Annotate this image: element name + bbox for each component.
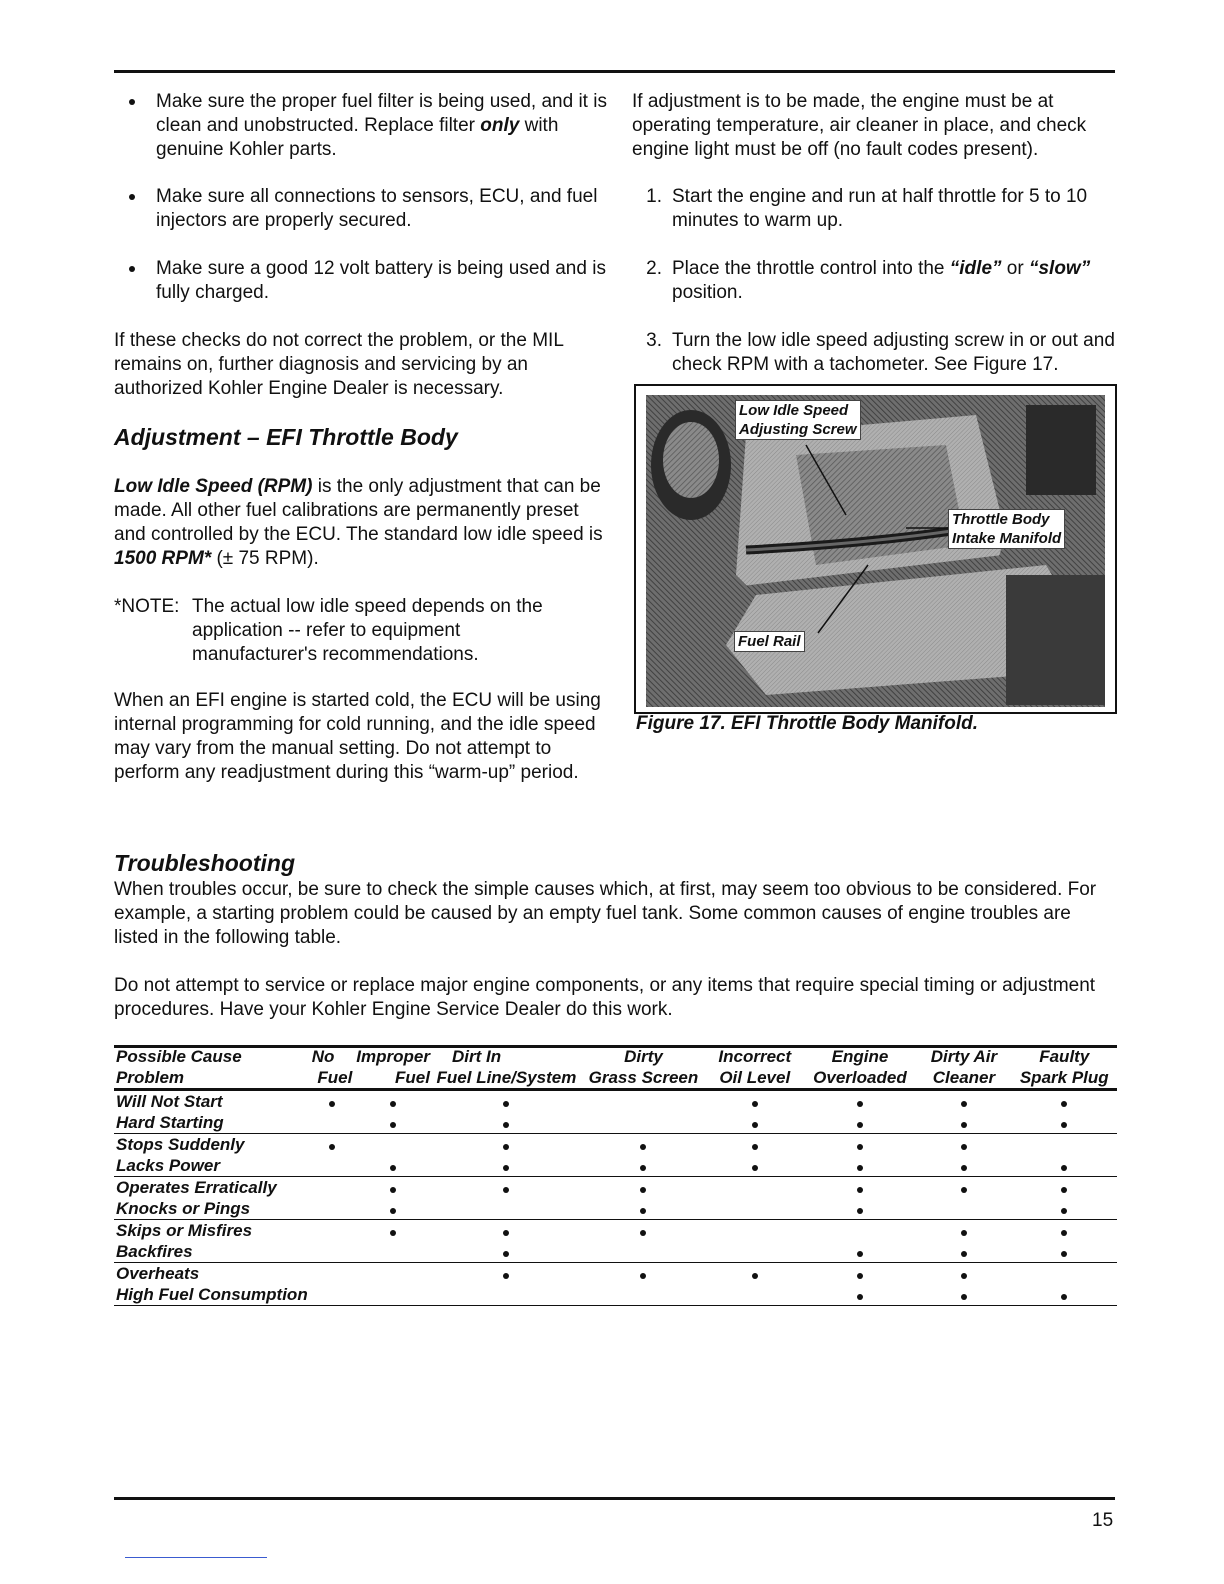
cause-cell — [354, 1263, 432, 1285]
cause-cell — [1012, 1090, 1117, 1113]
cause-dot-icon — [857, 1294, 863, 1300]
cause-cell — [916, 1177, 1011, 1199]
problem-cell: Hard Starting — [114, 1112, 310, 1134]
cause-dot-icon — [503, 1273, 509, 1279]
table-row — [114, 1155, 1117, 1177]
cause-dot-icon — [1061, 1122, 1067, 1128]
cause-dot-icon — [857, 1251, 863, 1257]
cause-cell — [354, 1134, 432, 1156]
cause-cell — [706, 1155, 804, 1177]
cause-cell — [1012, 1241, 1117, 1263]
cause-dot-icon — [390, 1187, 396, 1193]
cause-cell — [706, 1177, 804, 1199]
cause-dot-icon — [329, 1144, 335, 1150]
cause-cell — [581, 1155, 706, 1177]
cause-cell — [354, 1198, 432, 1220]
engine-photo — [646, 395, 1105, 707]
cause-cell — [310, 1241, 355, 1263]
table-header-cell: Cleaner — [916, 1067, 1011, 1090]
cause-cell — [706, 1198, 804, 1220]
cause-dot-icon — [640, 1187, 646, 1193]
cause-cell — [804, 1220, 917, 1242]
cause-cell — [432, 1241, 581, 1263]
cause-cell — [310, 1090, 355, 1113]
right-column — [632, 90, 1122, 380]
cause-cell — [706, 1241, 804, 1263]
table-row — [114, 1090, 1117, 1113]
cause-cell — [354, 1177, 432, 1199]
cause-cell — [581, 1220, 706, 1242]
cause-dot-icon — [640, 1273, 646, 1279]
cold-start-paragraph: When an EFI engine is started cold, the ECU will be using internal programming for cold running, and the idle speed may vary from the manual setting. Do not attempt to perform any readjustment during this “warm-up” period. — [114, 690, 601, 783]
problem-cell: Overheats — [116, 1264, 200, 1283]
cause-dot-icon — [503, 1101, 509, 1107]
table-row — [114, 1134, 1117, 1156]
cause-dot-icon — [390, 1208, 396, 1214]
figure-17 — [634, 384, 1117, 714]
cause-cell — [1012, 1198, 1117, 1220]
problem-cell: Skips or Misfires — [116, 1221, 253, 1240]
table-header-cell: Fuel — [354, 1067, 432, 1090]
table-header-cell: Dirty Air — [930, 1047, 998, 1066]
problem-cell: Backfires — [114, 1241, 310, 1263]
table-row — [114, 1177, 1117, 1199]
adjustment-intro: If adjustment is to be made, the engine must be at operating temperature, air cleaner in place, and check engine light must be off (no fault codes present). — [632, 91, 1087, 160]
table-header-cell: Dirt In — [451, 1047, 502, 1066]
cause-cell — [804, 1112, 917, 1134]
cause-cell — [581, 1198, 706, 1220]
problem-cell: Will Not Start — [116, 1092, 223, 1111]
cause-cell — [310, 1284, 355, 1306]
step-number: 3. — [646, 330, 662, 351]
cause-cell — [706, 1090, 804, 1113]
adjustment-heading: Adjustment – EFI Throttle Body — [114, 424, 458, 450]
cause-dot-icon — [961, 1273, 967, 1279]
rpm-tail: (± 75 RPM). — [216, 548, 319, 569]
step-text: Turn the low idle speed adjusting screw in or out and check RPM with a tachometer. See Figure 17. — [672, 330, 1115, 375]
callout-throttle-body: Throttle Body Intake Manifold — [948, 509, 1065, 549]
cause-cell — [916, 1241, 1011, 1263]
cause-cell — [916, 1090, 1011, 1113]
table-row — [114, 1284, 1117, 1306]
cause-dot-icon — [752, 1122, 758, 1128]
rpm-emphasis: 1500 RPM* — [114, 548, 212, 569]
callout-fuel-rail: Fuel Rail — [734, 631, 805, 652]
cause-cell — [581, 1177, 706, 1199]
cause-cell — [581, 1241, 706, 1263]
cause-dot-icon — [961, 1187, 967, 1193]
cause-dot-icon — [503, 1187, 509, 1193]
cause-cell — [310, 1177, 355, 1199]
footer-link-underline — [125, 1557, 267, 1558]
troubleshooting-table — [114, 1046, 1117, 1306]
cause-cell — [432, 1177, 581, 1199]
cause-dot-icon — [857, 1122, 863, 1128]
cause-cell — [916, 1112, 1011, 1134]
cause-dot-icon — [1061, 1230, 1067, 1236]
cause-dot-icon — [503, 1251, 509, 1257]
cause-cell — [1012, 1134, 1117, 1156]
cause-cell — [916, 1284, 1011, 1306]
cause-dot-icon — [390, 1165, 396, 1171]
table-row — [114, 1198, 1117, 1220]
table-header-cell: Incorrect — [718, 1047, 792, 1066]
slow-emphasis: “slow” — [1028, 258, 1091, 279]
step-text: Start the engine and run at half throttle for 5 to 10 minutes to warm up. — [672, 186, 1088, 231]
cause-dot-icon — [961, 1165, 967, 1171]
cause-cell — [354, 1284, 432, 1306]
page-number: 15 — [1092, 1510, 1114, 1531]
table-header-cell: Faulty — [1039, 1047, 1090, 1066]
note-text: The actual low idle speed depends on the application -- refer to equipment manufacturer's recommendations. — [192, 596, 543, 665]
cause-cell — [706, 1112, 804, 1134]
cause-cell — [1012, 1220, 1117, 1242]
cause-cell — [1012, 1177, 1117, 1199]
cause-dot-icon — [640, 1230, 646, 1236]
cause-dot-icon — [390, 1101, 396, 1107]
table-header-cell: Fuel — [310, 1067, 355, 1090]
cause-dot-icon — [503, 1230, 509, 1236]
table-header-cell: Grass Screen — [581, 1067, 706, 1090]
table-header-cell: Overloaded — [804, 1067, 917, 1090]
bullet-item — [114, 90, 614, 162]
cause-cell — [432, 1090, 581, 1113]
cause-dot-icon — [1061, 1294, 1067, 1300]
cause-dot-icon — [752, 1165, 758, 1171]
cause-cell — [706, 1134, 804, 1156]
cause-dot-icon — [857, 1273, 863, 1279]
table-header-cell: Fuel Line/System — [432, 1067, 581, 1090]
cause-dot-icon — [1061, 1187, 1067, 1193]
cause-cell — [354, 1090, 432, 1113]
low-idle-emphasis: Low Idle Speed (RPM) — [114, 476, 313, 497]
cause-cell — [354, 1155, 432, 1177]
cause-cell — [804, 1155, 917, 1177]
cause-cell — [706, 1284, 804, 1306]
cause-cell — [916, 1198, 1011, 1220]
engine-photo-illustration — [646, 395, 1105, 707]
cause-dot-icon — [961, 1122, 967, 1128]
cause-cell — [432, 1155, 581, 1177]
cause-dot-icon — [961, 1294, 967, 1300]
cause-cell — [804, 1198, 917, 1220]
low-idle-text: is the only adjustment that can be made. All other fuel calibrations are permanently preset and controlled by the ECU. The standard low idle speed is — [114, 476, 603, 545]
cause-cell — [310, 1263, 355, 1285]
table-header-cell: Engine — [831, 1047, 889, 1066]
cause-dot-icon — [961, 1251, 967, 1257]
low-idle-paragraph — [114, 475, 604, 571]
bottom-rule — [114, 1497, 1115, 1500]
table-row — [114, 1263, 1117, 1285]
cause-dot-icon — [503, 1122, 509, 1128]
step-number: 1. — [646, 186, 662, 207]
cause-dot-icon — [390, 1122, 396, 1128]
table-row — [114, 1112, 1117, 1134]
cause-cell — [1012, 1112, 1117, 1134]
cause-cell — [1012, 1155, 1117, 1177]
step-item — [632, 185, 1122, 233]
table-header-cell: Possible Cause — [116, 1047, 242, 1066]
table-header-row — [114, 1046, 1117, 1067]
cause-cell — [706, 1263, 804, 1285]
cause-dot-icon — [329, 1101, 335, 1107]
table-header-cell: No — [311, 1047, 335, 1066]
cause-cell — [804, 1134, 917, 1156]
table-header-cell: Improper — [356, 1047, 430, 1066]
cause-dot-icon — [857, 1165, 863, 1171]
cause-dot-icon — [640, 1165, 646, 1171]
problem-cell: Stops Suddenly — [116, 1135, 245, 1154]
cause-cell — [432, 1220, 581, 1242]
cause-cell — [310, 1155, 355, 1177]
table-header-cell: Oil Level — [706, 1067, 804, 1090]
cause-cell — [1012, 1263, 1117, 1285]
bullet-text-tail: with genuine Kohler parts. — [156, 115, 559, 160]
cause-dot-icon — [503, 1165, 509, 1171]
cause-cell — [432, 1284, 581, 1306]
step-number: 2. — [646, 258, 662, 279]
cause-dot-icon — [857, 1187, 863, 1193]
cause-dot-icon — [961, 1144, 967, 1150]
cause-cell — [354, 1220, 432, 1242]
table-header-cell: Dirty — [624, 1047, 663, 1066]
troubleshooting-table-body — [114, 1090, 1117, 1306]
cause-cell — [916, 1155, 1011, 1177]
callout-low-idle: Low Idle Speed Adjusting Screw — [735, 400, 861, 440]
cause-cell — [581, 1112, 706, 1134]
cause-dot-icon — [1061, 1208, 1067, 1214]
cause-dot-icon — [961, 1101, 967, 1107]
step-item: 2. Place the throttle control into the “idle” or “slow” position. — [632, 257, 1122, 305]
cause-cell — [804, 1241, 917, 1263]
cause-dot-icon — [503, 1144, 509, 1150]
cause-cell — [804, 1284, 917, 1306]
table-header-cell: Problem — [114, 1067, 310, 1090]
cause-cell — [310, 1198, 355, 1220]
cause-cell — [916, 1263, 1011, 1285]
bullet-text: Make sure all connections to sensors, ECU, and fuel injectors are properly secured. — [156, 186, 598, 231]
note-label: *NOTE: — [114, 596, 180, 617]
bullet-text: Make sure a good 12 volt battery is being used and is fully charged. — [156, 258, 606, 303]
left-column — [114, 90, 614, 810]
troubleshooting-paragraph-2: Do not attempt to service or replace major engine components, or any items that require special timing or adjustment procedures. Have your Kohler Engine Service Dealer do this work. — [114, 975, 1096, 1020]
step-item — [632, 329, 1122, 377]
bullet-item — [114, 257, 614, 305]
cause-dot-icon — [857, 1208, 863, 1214]
problem-cell: High Fuel Consumption — [116, 1285, 308, 1304]
cause-cell — [916, 1220, 1011, 1242]
cause-cell — [581, 1284, 706, 1306]
cause-cell — [1012, 1284, 1117, 1306]
cause-cell — [432, 1134, 581, 1156]
cause-cell — [310, 1134, 355, 1156]
cause-dot-icon — [752, 1144, 758, 1150]
bullet-item — [114, 185, 614, 233]
troubleshooting-paragraph-1: When troubles occur, be sure to check the simple causes which, at first, may seem too obvious to be considered. For example, a starting problem could be caused by an empty fuel tank. Some common causes of engine troubles are listed in the following table. — [114, 879, 1097, 948]
cause-cell — [432, 1198, 581, 1220]
cause-dot-icon — [390, 1230, 396, 1236]
cause-cell — [432, 1112, 581, 1134]
problem-cell: Lacks Power — [114, 1155, 310, 1177]
cause-dot-icon — [857, 1144, 863, 1150]
table-row — [114, 1241, 1117, 1263]
bullet-text: Make sure the proper fuel filter is being used, and it is clean and unobstructed. Replace filter — [156, 91, 607, 136]
table-header-cell: Spark Plug — [1012, 1067, 1117, 1090]
cause-dot-icon — [1061, 1101, 1067, 1107]
table-header-row — [114, 1067, 1117, 1090]
cause-cell — [706, 1220, 804, 1242]
cause-cell — [354, 1112, 432, 1134]
figure-caption: Figure 17. EFI Throttle Body Manifold. — [636, 713, 979, 734]
cause-cell — [581, 1090, 706, 1113]
cause-cell — [581, 1134, 706, 1156]
problem-cell: Knocks or Pings — [114, 1198, 310, 1220]
cause-cell — [354, 1241, 432, 1263]
cause-dot-icon — [752, 1101, 758, 1107]
troubleshooting-heading: Troubleshooting — [114, 850, 296, 876]
cause-dot-icon — [640, 1208, 646, 1214]
cause-cell — [310, 1112, 355, 1134]
table-row — [114, 1220, 1117, 1242]
cause-cell — [916, 1134, 1011, 1156]
problem-cell: Operates Erratically — [116, 1178, 277, 1197]
cause-dot-icon — [752, 1273, 758, 1279]
checks-paragraph: If these checks do not correct the problem, or the MIL remains on, further diagnosis and servicing by an authorized Kohler Engine Dealer is necessary. — [114, 330, 564, 399]
cause-dot-icon — [961, 1230, 967, 1236]
cause-dot-icon — [640, 1144, 646, 1150]
cause-cell — [804, 1263, 917, 1285]
cause-cell — [804, 1090, 917, 1113]
cause-dot-icon — [1061, 1165, 1067, 1171]
cause-cell — [310, 1220, 355, 1242]
cause-cell — [804, 1177, 917, 1199]
idle-emphasis: “idle” — [949, 258, 1002, 279]
step-text: Place the throttle control into the — [672, 258, 945, 279]
top-rule — [114, 70, 1115, 73]
emphasis-only: only — [480, 115, 520, 136]
cause-dot-icon — [1061, 1251, 1067, 1257]
cause-cell — [581, 1263, 706, 1285]
cause-dot-icon — [857, 1101, 863, 1107]
cause-cell — [432, 1263, 581, 1285]
